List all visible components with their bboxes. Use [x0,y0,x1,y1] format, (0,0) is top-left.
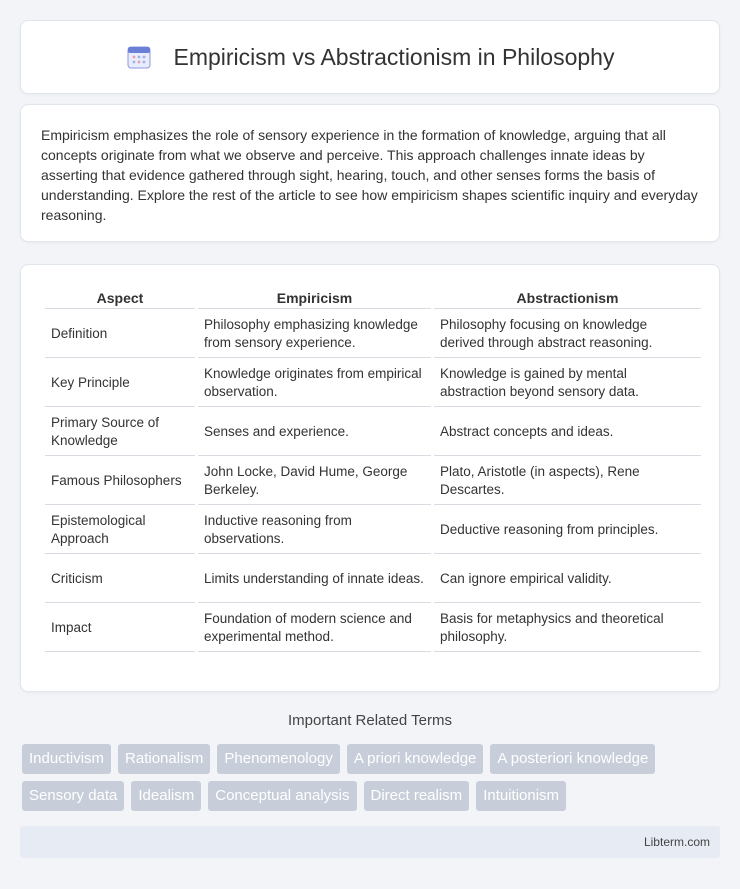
row-empiricism: Inductive reasoning from observations. [198,507,431,554]
table-row [45,311,701,358]
intro-text: Empiricism emphasizes the role of sensory experience in the formation of knowledge, arguing that all concepts originate from what we observe and perceive. This approach challenges innate ideas by asserting that evidence gathered through sight, hearing, touch, and other senses forms the basis of understanding. Explore the rest of the article to see how empiricism shapes scientific inquiry and everyday reasoning. [41,127,698,223]
row-empiricism: Foundation of modern science and experimental method. [198,605,431,652]
calendar-icon [126,44,152,70]
table-row [45,360,701,407]
row-aspect: Key Principle [45,360,195,407]
table-row [45,458,701,505]
related-terms-title: Important Related Terms [288,712,452,729]
related-terms-list [22,744,722,811]
footer-site-link[interactable]: Libterm.com [643,835,710,849]
tag-inductivism[interactable]: Inductivism [22,744,111,774]
header-empiricism: Empiricism [198,287,431,309]
tag-direct-realism[interactable]: Direct realism [364,781,470,811]
row-empiricism: Philosophy emphasizing knowledge from sensory experience. [198,311,431,358]
tag-phenomenology[interactable]: Phenomenology [217,744,339,774]
row-abstractionism: Abstract concepts and ideas. [434,409,701,456]
row-empiricism: Limits understanding of innate ideas. [198,556,431,603]
comparison-table [42,285,704,654]
tag-idealism[interactable]: Idealism [131,781,201,811]
comparison-card [20,264,720,692]
row-aspect: Criticism [45,556,195,603]
row-aspect: Epistemological Approach [45,507,195,554]
row-abstractionism: Philosophy focusing on knowledge derived through abstract reasoning. [434,311,701,358]
header-aspect: Aspect [45,287,195,309]
row-abstractionism: Knowledge is gained by mental abstraction beyond sensory data. [434,360,701,407]
row-aspect: Definition [45,311,195,358]
row-empiricism: Knowledge originates from empirical observation. [198,360,431,407]
tag-intuitionism[interactable]: Intuitionism [476,781,566,811]
row-abstractionism: Basis for metaphysics and theoretical philosophy. [434,605,701,652]
row-aspect: Famous Philosophers [45,458,195,505]
intro-card [20,104,720,242]
table-header-row [45,287,701,309]
title-card [20,20,720,94]
row-empiricism: Senses and experience. [198,409,431,456]
row-aspect: Impact [45,605,195,652]
tag-a-posteriori-knowledge[interactable]: A posteriori knowledge [490,744,655,774]
tag-sensory-data[interactable]: Sensory data [22,781,124,811]
table-row [45,605,701,652]
tag-rationalism[interactable]: Rationalism [118,744,210,774]
row-abstractionism: Deductive reasoning from principles. [434,507,701,554]
row-empiricism: John Locke, David Hume, George Berkeley. [198,458,431,505]
row-abstractionism: Can ignore empirical validity. [434,556,701,603]
tag-a-priori-knowledge[interactable]: A priori knowledge [347,744,484,774]
header-abstractionism: Abstractionism [434,287,701,309]
tag-conceptual-analysis[interactable]: Conceptual analysis [208,781,356,811]
row-abstractionism: Plato, Aristotle (in aspects), Rene Descartes. [434,458,701,505]
row-aspect: Primary Source of Knowledge [45,409,195,456]
footer [20,826,720,858]
table-row [45,409,701,456]
table-row [45,507,701,554]
page-title: Empiricism vs Abstractionism in Philosophy [173,43,615,70]
table-row [45,556,701,603]
